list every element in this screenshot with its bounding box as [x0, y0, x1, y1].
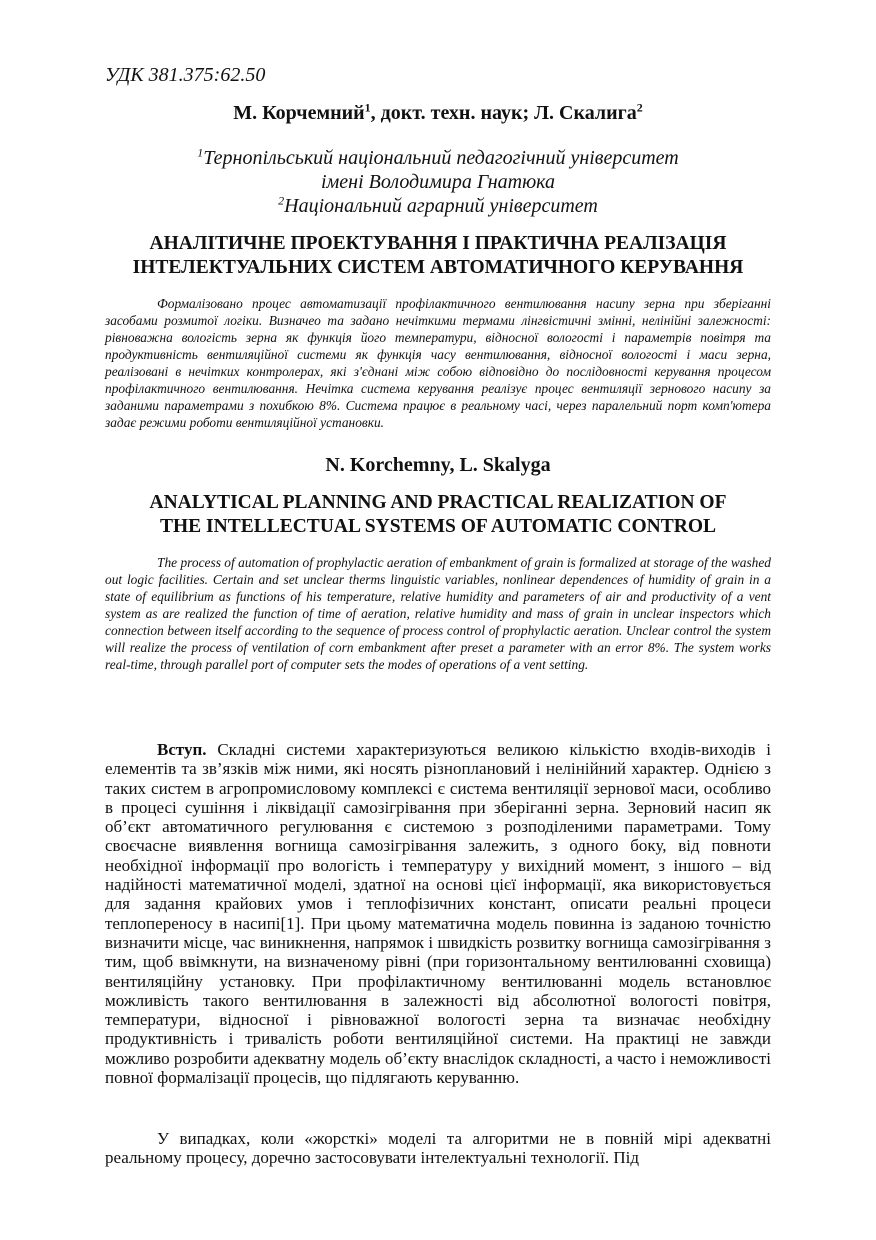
affiliation-mark: 1: [364, 100, 371, 115]
title-line: АНАЛІТИЧНЕ ПРОЕКТУВАННЯ І ПРАКТИЧНА РЕАЛІЗАЦІЯ: [149, 233, 727, 254]
author-name: М. Корчемний: [233, 102, 365, 124]
title-ua: [60, 232, 816, 280]
affiliation-line: $^2$Національний аграрний університет: [278, 193, 598, 217]
abstract-ua: Формалізовано процес автоматизації профілактичного вентилювання насипу зерна при зберіганні засобами розмитої логіки. Визначео та задано нечіткими термами лінгвістичні змінні, нелінійні залежності: рівноважна вологість зерна як функція його температури, відносної вологості і параметрів повітря та продуктивність вентиляційної системи як функція часу вентилювання, відносної вологості і маси зерна, реалізовані в нечітких контролерах, які з'єднані між собою відповідно до послідовності керування процесом профілактичного вентилювання. Нечітка система керування реалізує процес вентиляції зернового насипу за заданими параметрами з похибкою 8%. Система працює в реальному часі, через паралельний порт комп'ютера задає режими роботи вентиляційної установки.: [105, 296, 771, 430]
affiliation-line: імені Володимира Гнатюка: [320, 171, 556, 193]
intro-paragraph: [105, 740, 771, 1087]
affiliations: [0, 146, 876, 218]
udc-code: УДК 381.375:62.50: [105, 64, 266, 86]
title-line: ІНТЕЛЕКТУАЛЬНИХ СИСТЕМ АВТОМАТИЧНОГО КЕРУВАННЯ: [132, 257, 744, 278]
affiliation-line: $^1$Тернопільський національний педагогічний університет: [197, 145, 679, 169]
affiliation-mark: 1: [197, 145, 204, 160]
intro-text: Складні системи характеризуються великою кількістю входів-виходів і елементів та зв’язків між ними, які носять різноплановий і нелінійний характер. Однією з таких систем в агропромисловому комплексі є система вентиляції зернової маси, особливо в процесі сушіння і ліквідації самозігрівання при зберіганні зерна. Зерновий насип як об’єкт автоматичного регулювання є системою з розподіленими параметрами. Тому своєчасне виявлення вогнища самозігрівання залежить, з одного боку, від повноти необхідної інформації про вологість і температуру у вихідний момент, з іншого – від надійності математичної моделі, здатної на основі цієї інформації, яка використовується для задання крайових умов і теплофізичних констант, описати реальні процеси теплопереносу в насипі[1]. При цьому математична модель повинна із заданою точністю визначити місце, час виникнення, напрямок і швидкість розвитку вогнища самозігрівання з тим, щоб ввімкнути, на визначеному рівні (при горизонтальному вентилюванні сховища) вентиляційну установку. При профілактичному вентилюванні модель встановлює можливість такого вентилювання в залежності від абсолютної вологості повітря, температури, відносної і рівноважної вологості зерна та визначає необхідну продуктивність і тривалість роботи вентиляційної системи. На практиці не завжди можливо розробити адекватну модель об’єкту внаслідок складності, а часто і неможливості повної формалізації процесів, що підлягають керуванню.: [105, 740, 771, 1088]
intro-lead: Вступ.: [157, 740, 207, 759]
abstract-en: The process of automation of prophylactic aeration of embankment of grain is formalized at storage of the washed out logic facilities. Certain and set unclear therms linguistic variables, nonlinear dependences of humidity of grain in a state of equilibrium as functions of his temperature, relative humidity and parameters of air and productivity of a vent system as are realized the function of time of aeration, relative humidity and mass of grain in unclear inspectors which connection between itself according to the sequence of process control of prophylactic aeration. Unclear control the system will realize the process of ventilation of corn embankment after preset a parameter with an error 8%. The system works real-time, through parallel port of computer sets the modes of operations of a vent setting.: [105, 555, 771, 672]
title-line: ANALYTICAL PLANNING AND PRACTICAL REALIZATION OF: [149, 492, 727, 513]
title-en: [60, 491, 816, 539]
affiliation-mark: 2: [636, 100, 643, 115]
affiliation-mark: 2: [278, 193, 285, 208]
authors-ua: [0, 102, 876, 125]
body-paragraph: У випадках, коли «жорсткі» моделі та алгоритми не в повній мірі адекватні реальному процесу, доречно застосовувати інтелектуальні технології. Під: [105, 1129, 771, 1168]
authors-en: N. Korchemny, L. Skalyga: [325, 454, 551, 476]
title-line: THE INTELLECTUAL SYSTEMS OF AUTOMATIC CONTROL: [159, 516, 717, 537]
authors-rest: , докт. техн. наук; Л. Скалига: [370, 102, 637, 124]
